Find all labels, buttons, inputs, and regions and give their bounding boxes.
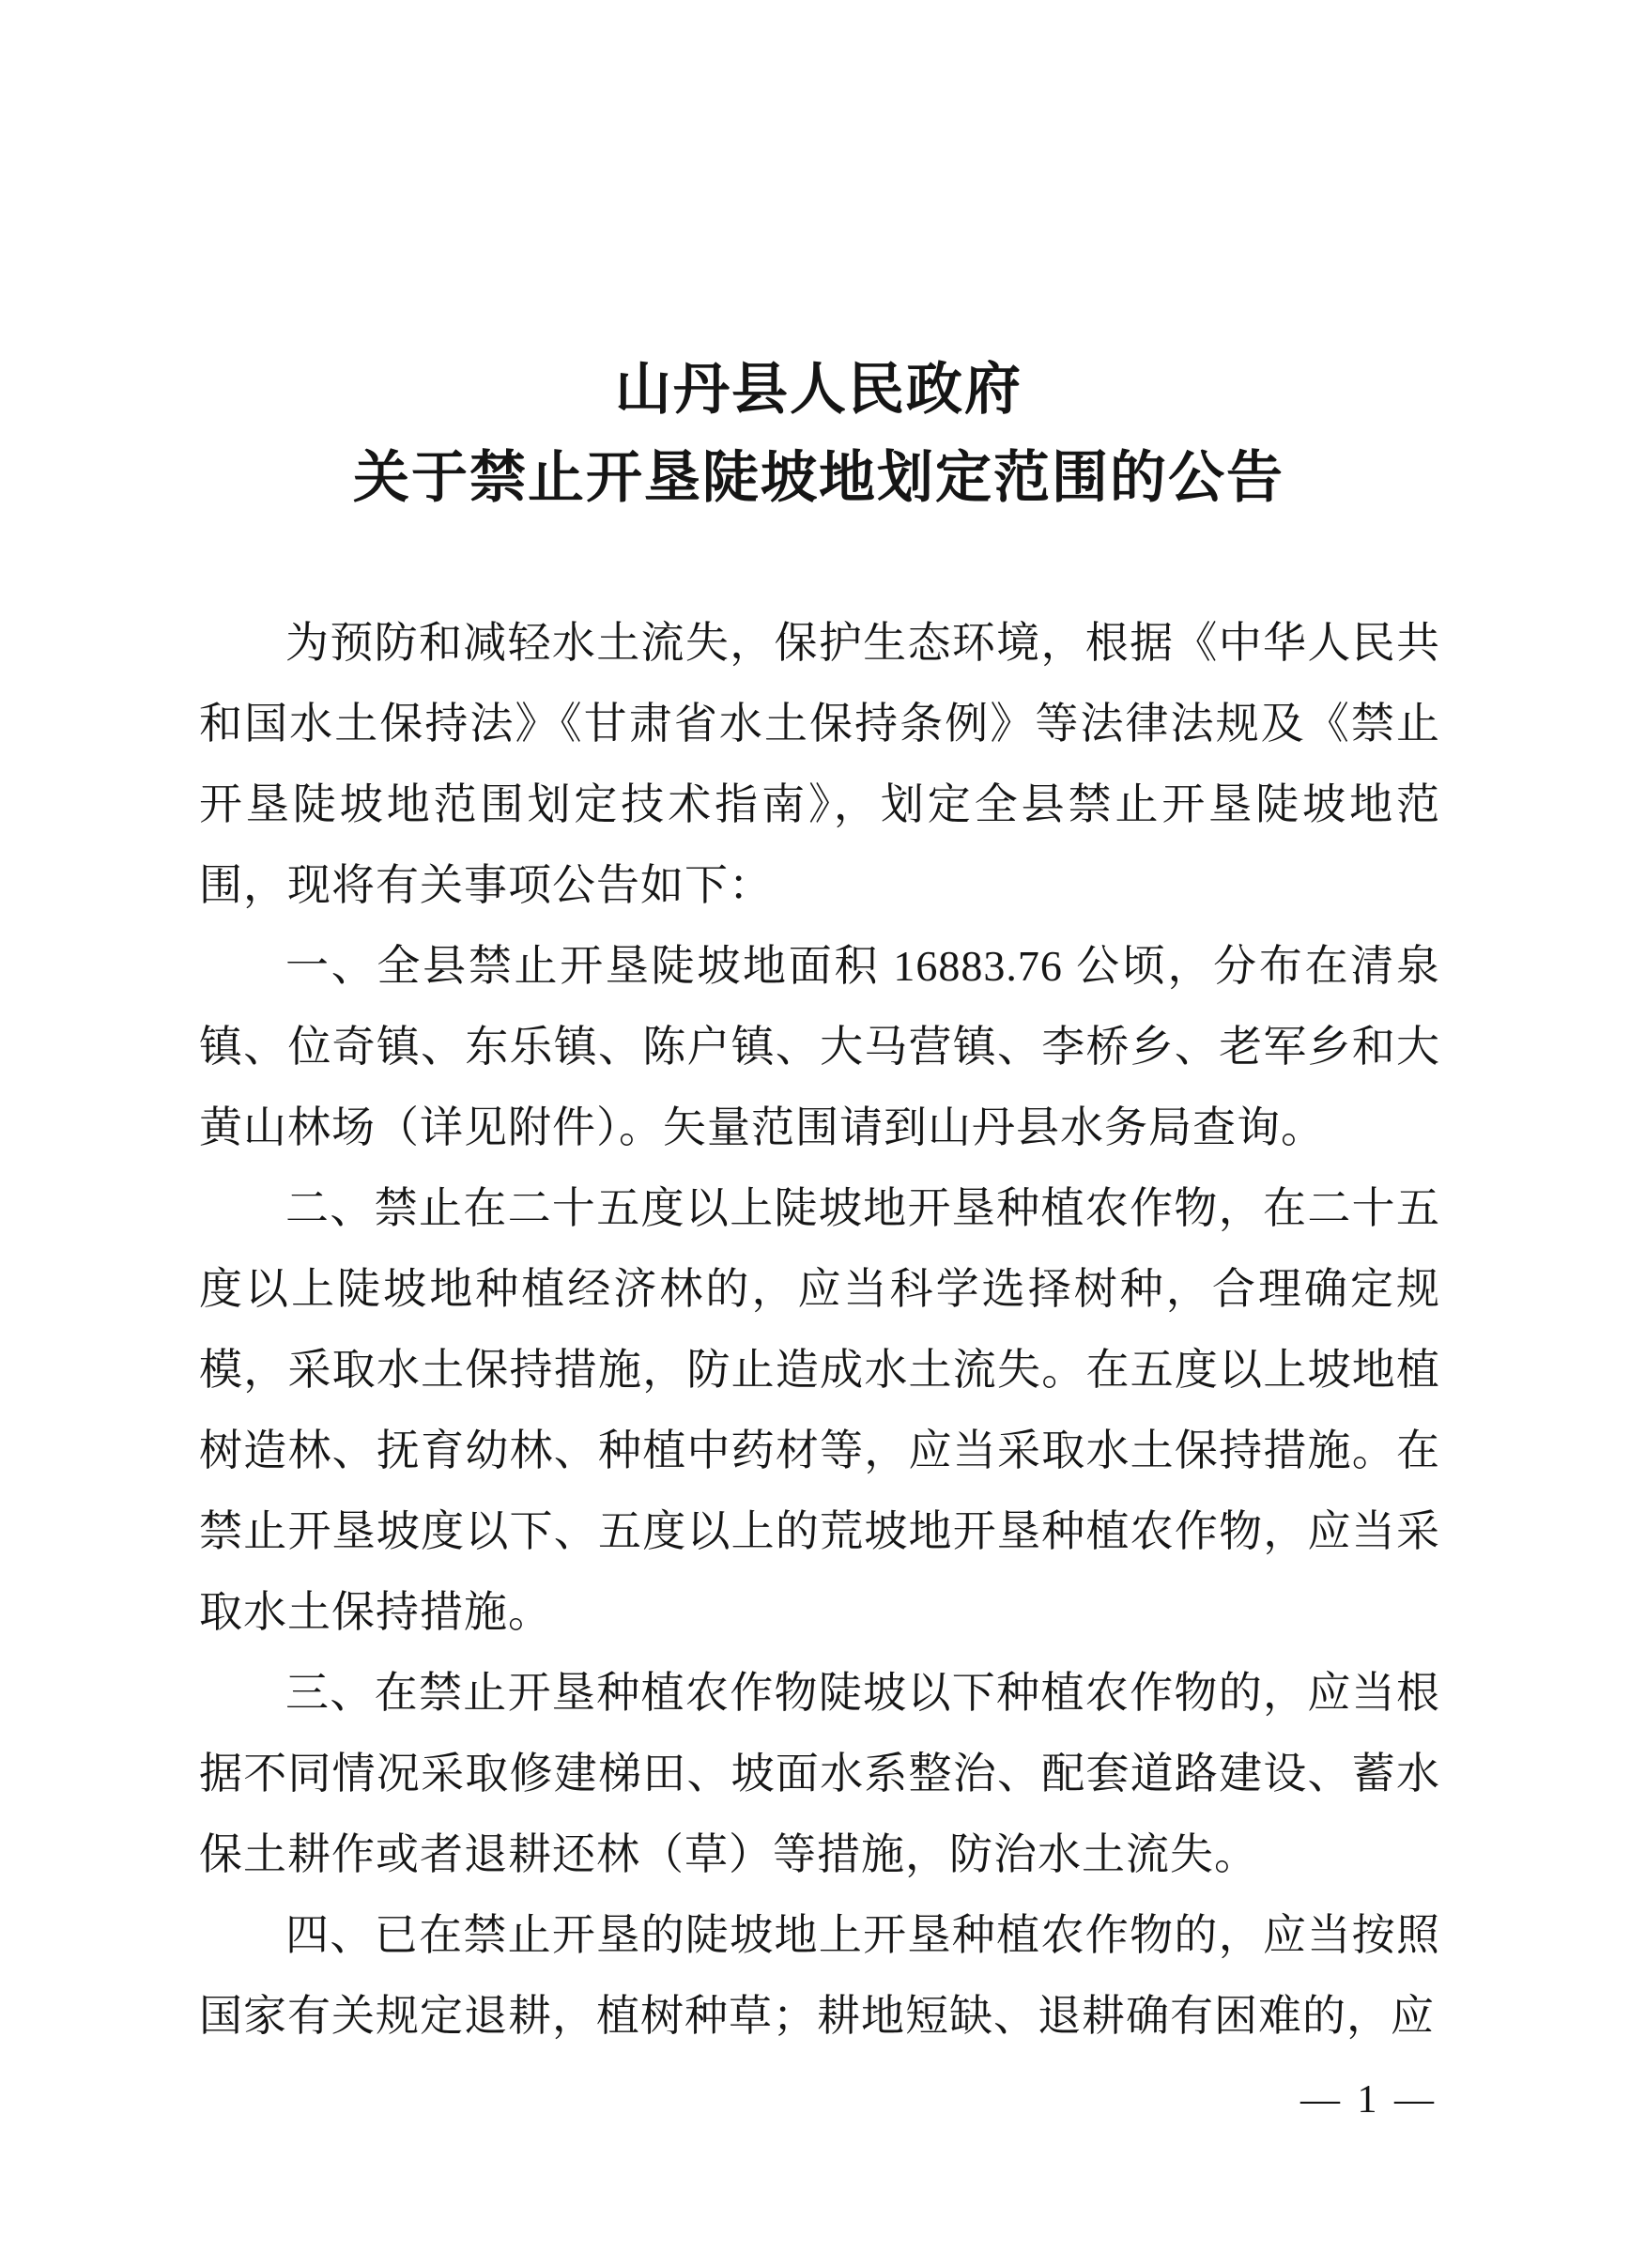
paragraph-item-3: 三、在禁止开垦种植农作物陡坡以下种植农作物的，应当根据不同情况采取修建梯田、坡面水系整治、配套道路建设、蓄水保土耕作或者退耕还林（草）等措施，防治水土流失。 [199, 1669, 1440, 1878]
document-title-line2: 关于禁止开垦陡坡地划定范围的公告 [353, 447, 1284, 509]
document-body [199, 603, 1440, 2057]
paragraph-item-2: 二、禁止在二十五度以上陡坡地开垦种植农作物，在二十五度以上陡坡地种植经济林的，应当科学选择树种，合理确定规模，采取水土保持措施，防止造成水土流失。在五度以上坡地植树造林、抚育幼林、种植中药材等，应当采取水土保持措施。在禁止开垦坡度以下、五度以上的荒坡地开垦种植农作物，应当采取水土保持措施。 [199, 1184, 1440, 1636]
document-title [197, 346, 1440, 522]
page-number: — 1 — [1300, 2078, 1438, 2121]
paragraph-intro: 为预防和减轻水土流失，保护生态环境，根据《中华人民共和国水土保持法》《甘肃省水土保持条例》等法律法规及《禁止开垦陡坡地范围划定技术指南》，划定全县禁止开垦陡坡地范围，现将有关事项公告如下： [199, 619, 1440, 909]
document-title-line1: 山丹县人民政府 [615, 359, 1023, 421]
paragraph-item-1: 一、全县禁止开垦陡坡地面积 16883.76 公顷，分布在清泉镇、位奇镇、东乐镇、陈户镇、大马营镇、李桥乡、老军乡和大黄山林场（详见附件）。矢量范围请到山丹县水务局查询。 [199, 942, 1440, 1151]
paragraph-item-4: 四、已在禁止开垦的陡坡地上开垦种植农作物的，应当按照国家有关规定退耕，植树种草；耕地短缺、退耕确有困难的，应 [199, 1911, 1440, 2040]
